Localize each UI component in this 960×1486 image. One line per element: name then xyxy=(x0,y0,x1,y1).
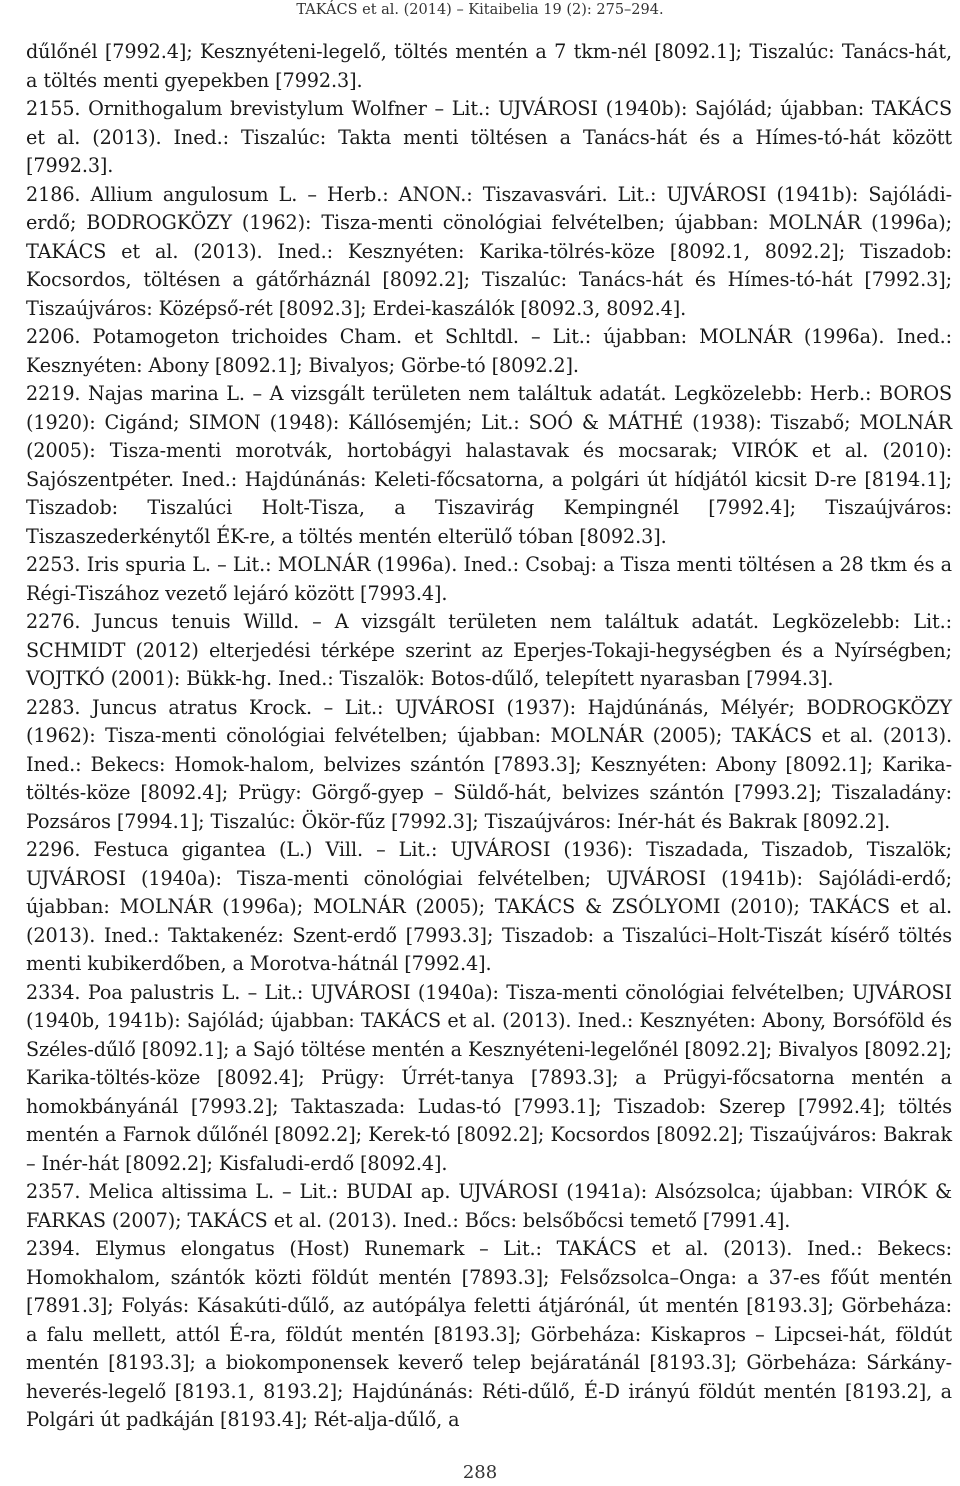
running-head xyxy=(0,2,960,18)
entry-2357: 2357. Melica altissima L. – Lit.: BUDAI ap. UJVÁROSI (1941a): Alsózsolca; újabban: VIRÓK & FARKAS (2007); TAKÁCS et al. (2013). Ined.: Bőcs: belsőbőcsi temető [7991.4]. xyxy=(26,1180,952,1232)
entry-2296: 2296. Festuca gigantea (L.) Vill. – Lit.: UJVÁROSI (1936): Tiszadada, Tiszadob, Tiszalök; UJVÁROSI (1940a): Tisza-menti cönológiai felvételben; UJVÁROSI (1941b): Sajóládi-erdő; újabban: MOLNÁR (1996a); MOLNÁR (2005); TAKÁCS & ZSÓLYOMI (2010); TAKÁCS et al. (2013). Ined.: Taktakenéz: Szent-erdő [7993.3]; Tiszadob: a Tiszalúci–Holt-Tiszát kísérő töltés menti kubikerdőben, a Morotva-hátnál [7992.4]. xyxy=(26,838,952,975)
page-body xyxy=(26,38,952,1435)
entry-2219: 2219. Najas marina L. – A vizsgált területen nem találtuk adatát. Legközelebb: Herb.: BOROS (1920): Cigánd; SIMON (1948): Kállósemjén; Lit.: SOÓ & MÁTHÉ (1938): Tiszabő; MOLNÁR (2005): Tisza-menti morotvák, hortobágyi halastavak és mocsarak; VIRÓK et al. (2010): Sajószentpéter. Ined.: Hajdúnánás: Keleti-főcsatorna, a polgári út hídjától kicsit D-re [8194.1]; Tiszadob: Tiszalúci Holt-Tisza, a Tiszavirág Kempingnél [7992.4]; Tiszaújváros: Tiszaszederkénytől ÉK-re, a töltés mentén elterülő tóban [8092.3]. xyxy=(26,382,952,548)
entry-2334: 2334. Poa palustris L. – Lit.: UJVÁROSI (1940a): Tisza-menti cönológiai felvételben; UJVÁROSI (1940b, 1941b): Sajólád; újabban: TAKÁCS et al. (2013). Ined.: Kesznyéten: Abony, Borsóföld és Széles-dűlő [8092.1]; a Sajó töltése mentén a Kesznyéteni-legelőnél [8092.2]; Bivalyos [8092.2]; Karika-töltés-köze [8092.4]; Prügy: Úrrét-tanya [7893.3]; a Prügyi-főcsatorna mentén a homokbányánál [7993.2]; Taktaszada: Ludas-tó [7993.1]; Tiszadob: Szerep [7992.4]; töltés mentén a Farnok dűlőnél [8092.2]; Kerek-tó [8092.2]; Kocsordos [8092.2]; Tiszaújváros: Bakrak – Inér-hát [8092.2]; Kisfaludi-erdő [8092.4]. xyxy=(26,980,952,1175)
paragraph-continuation: dűlőnél [7992.4]; Kesznyéteni-legelő, töltés mentén a 7 tkm-nél [8092.1]; Tiszalúc: Tanács-hát, a töltés menti gyepekben [7992.3]. xyxy=(26,40,952,92)
page-number: 288 xyxy=(462,1462,498,1483)
entry-2155: 2155. Ornithogalum brevistylum Wolfner – Lit.: UJVÁROSI (1940b): Sajólád; újabban: TAKÁCS et al. (2013). Ined.: Tiszalúc: Takta menti töltésen a Tanács-hát és a Hímes-tó-hát között [7992.3]. xyxy=(26,97,952,177)
entry-2394: 2394. Elymus elongatus (Host) Runemark – Lit.: TAKÁCS et al. (2013). Ined.: Bekecs: Homokhalom, szántók közti földút mentén [7893.3]; Felsőzsolca–Onga: a 37-es főút mentén [7891.3]; Folyás: Kásakúti-dűlő, az autópálya feletti átjárónál, út mentén [8193.3]; Görbeháza: a falu mellett, attól É-ra, földút mentén [8193.3]; Görbeháza: Kiskapros – Lipcsei-hát, földút mentén [8193.3]; a biokomponensek keverő telep bejáratánál [8193.3]; Görbeháza: Sárkány-heverés-legelő [8193.1, 8193.2]; Hajdúnánás: Réti-dűlő, É-D irányú földút mentén [8193.2], a Polgári út padkáján [8193.4]; Rét-alja-dűlő, a xyxy=(26,1237,952,1431)
entry-2253: 2253. Iris spuria L. – Lit.: MOLNÁR (1996a). Ined.: Csobaj: a Tisza menti töltésen a 28 tkm és a Régi-Tiszához vezető lejáró között [7993.4]. xyxy=(26,553,952,605)
entry-2276: 2276. Juncus tenuis Willd. – A vizsgált területen nem találtuk adatát. Legközelebb: Lit.: SCHMIDT (2012) elterjedési térképe szerint az Eperjes-Tokaji-hegységben és a Nyírségben; VOJTKÓ (2001): Bükk-hg. Ined.: Tiszalök: Botos-dűlő, telepített nyarasban [7994.3]. xyxy=(26,610,952,690)
entry-2283: 2283. Juncus atratus Krock. – Lit.: UJVÁROSI (1937): Hajdúnánás, Mélyér; BODROGKÖZY (1962): Tisza-menti cönológiai felvételben; újabban: MOLNÁR (2005); TAKÁCS et al. (2013). Ined.: Bekecs: Homok-halom, belvizes szántón [7893.3]; Kesznyéten: Abony [8092.1]; Karika-töltés-köze [8092.4]; Prügy: Görgő-gyep – Süldő-hát, belvizes szántón [7993.2]; Tiszaladány: Pozsáros [7994.1]; Tiszalúc: Ökör-fűz [7992.3]; Tiszaújváros: Inér-hát és Bakrak [8092.2]. xyxy=(26,695,952,833)
running-head-text: TAKÁCS et al. (2014) – Kitaibelia 19 (2): 275–294. xyxy=(296,2,664,18)
entry-2186: 2186. Allium angulosum L. – Herb.: ANON.: Tiszavasvári. Lit.: UJVÁROSI (1941b): Sajóládi-erdő; BODROGKÖZY (1962): Tisza-menti cönológiai felvételben; újabban: MOLNÁR (1996a); TAKÁCS et al. (2013). Ined.: Kesznyéten: Karika-tölrés-köze [8092.1, 8092.2]; Tiszadob: Kocsordos, töltésen a gátőrháznál [8092.2]; Tiszalúc: Tanács-hát és Hímes-tó-hát [7992.3]; Tiszaújváros: Középső-rét [8092.3]; Erdei-kaszálók [8092.3, 8092.4]. xyxy=(26,182,952,320)
entry-2206: 2206. Potamogeton trichoides Cham. et Schltdl. – Lit.: újabban: MOLNÁR (1996a). Ined.: Kesznyéten: Abony [8092.1]; Bivalyos; Görbe-tó [8092.2]. xyxy=(26,325,952,377)
